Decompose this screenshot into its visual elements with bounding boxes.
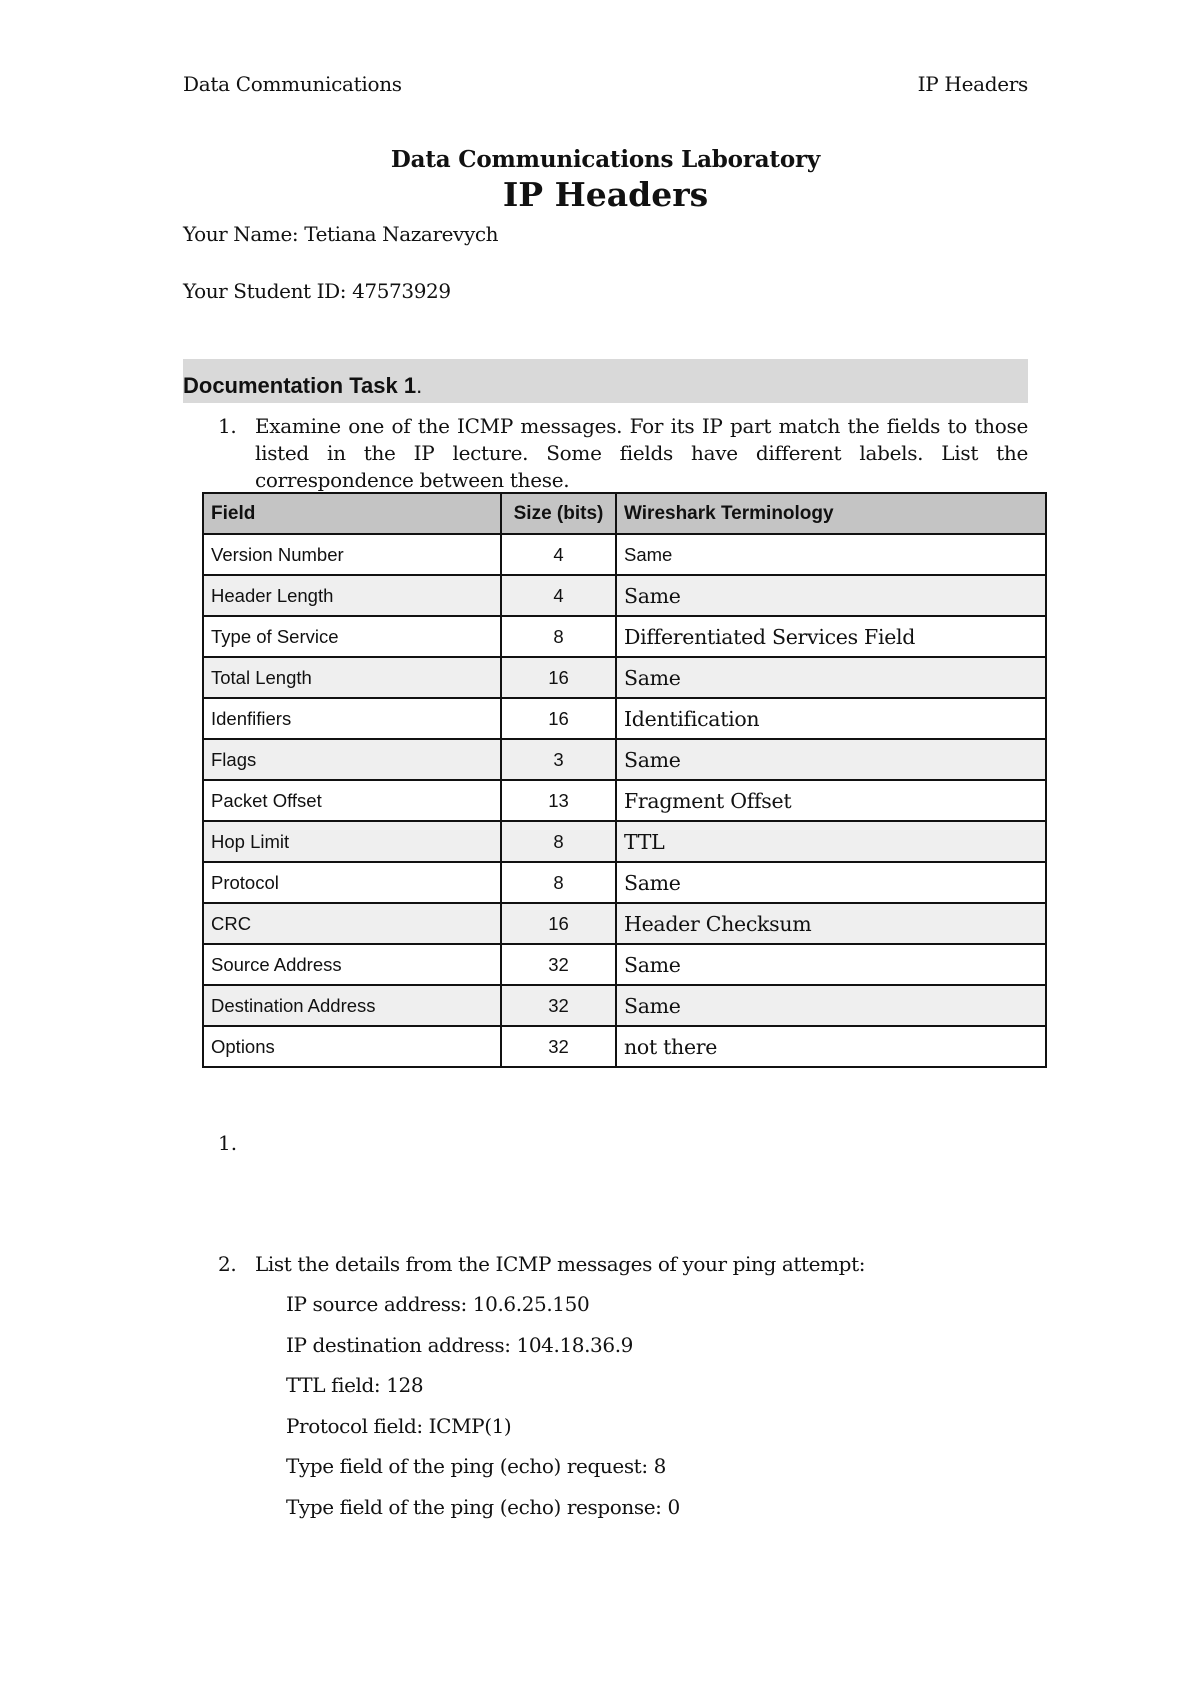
column-header-size: Size (bits) <box>501 493 616 534</box>
student-id: Your Student ID: 47573929 <box>183 279 451 303</box>
task-heading <box>183 359 1028 403</box>
field-cell: Hop Limit <box>203 821 501 862</box>
size-cell: 16 <box>501 903 616 944</box>
table-row <box>203 1026 1046 1067</box>
table-row <box>203 821 1046 862</box>
size-cell: 16 <box>501 657 616 698</box>
question-1-number: 1. <box>218 414 237 438</box>
size-cell: 4 <box>501 534 616 575</box>
table-row <box>203 780 1046 821</box>
question-2 <box>218 1252 865 1276</box>
field-cell: Total Length <box>203 657 501 698</box>
task-suffix: . <box>416 373 423 398</box>
size-cell: 32 <box>501 985 616 1026</box>
size-cell: 3 <box>501 739 616 780</box>
terminology-cell: Header Checksum <box>616 903 1046 944</box>
student-name: Your Name: Tetiana Nazarevych <box>183 222 499 246</box>
size-cell: 4 <box>501 575 616 616</box>
terminology-cell: Same <box>616 534 1046 575</box>
table-row <box>203 575 1046 616</box>
task-label: Documentation Task 1 <box>183 373 417 398</box>
terminology-cell: Same <box>616 985 1046 1026</box>
detail-echo-request-type: Type field of the ping (echo) request: 8 <box>286 1454 666 1478</box>
table-row <box>203 862 1046 903</box>
table-row <box>203 903 1046 944</box>
terminology-cell: Same <box>616 739 1046 780</box>
column-header-wireshark: Wireshark Terminology <box>616 493 1046 534</box>
field-cell: Protocol <box>203 862 501 903</box>
question-1 <box>218 413 1028 494</box>
column-header-field: Field <box>203 493 501 534</box>
question-1-text: Examine one of the ICMP messages. For its IP part match the fields to those listed in the IP lecture. Some fields have different labels. List the correspondence between these. <box>255 414 1028 492</box>
ping-details <box>286 1292 680 1535</box>
detail-destination-address: IP destination address: 104.18.36.9 <box>286 1332 633 1357</box>
page-title: IP Headers <box>502 175 709 214</box>
header-left: Data Communications <box>183 72 402 96</box>
terminology-cell: TTL <box>616 821 1046 862</box>
table-row <box>203 944 1046 985</box>
field-cell: Flags <box>203 739 501 780</box>
question-2-text: List the details from the ICMP messages of your ping attempt: <box>255 1252 866 1276</box>
field-cell: Packet Offset <box>203 780 501 821</box>
detail-echo-response-type: Type field of the ping (echo) response: 0 <box>286 1494 680 1519</box>
field-cell: Source Address <box>203 944 501 985</box>
terminology-cell: Fragment Offset <box>616 780 1046 821</box>
table-row <box>203 657 1046 698</box>
table-header-row <box>203 493 1046 534</box>
title-block <box>183 146 1028 214</box>
field-cell: Destination Address <box>203 985 501 1026</box>
table-row <box>203 739 1046 780</box>
terminology-cell: Differentiated Services Field <box>616 616 1046 657</box>
size-cell: 16 <box>501 698 616 739</box>
field-cell: Header Length <box>203 575 501 616</box>
size-cell: 13 <box>501 780 616 821</box>
lab-title: Data Communications Laboratory <box>390 146 821 173</box>
field-cell: Options <box>203 1026 501 1067</box>
table-row <box>203 616 1046 657</box>
size-cell: 8 <box>501 821 616 862</box>
header-right: IP Headers <box>917 72 1028 96</box>
field-cell: Type of Service <box>203 616 501 657</box>
field-cell: Idenfifiers <box>203 698 501 739</box>
field-cell: CRC <box>203 903 501 944</box>
question-2-number: 2. <box>218 1252 237 1276</box>
terminology-cell: Same <box>616 862 1046 903</box>
terminology-cell: Same <box>616 944 1046 985</box>
table-row <box>203 698 1046 739</box>
table-row <box>203 985 1046 1026</box>
empty-list-number: 1. <box>218 1131 238 1155</box>
size-cell: 32 <box>501 944 616 985</box>
detail-protocol: Protocol field: ICMP(1) <box>286 1413 512 1438</box>
detail-ttl: TTL field: 128 <box>286 1373 424 1397</box>
size-cell: 32 <box>501 1026 616 1067</box>
size-cell: 8 <box>501 616 616 657</box>
terminology-cell: not there <box>616 1026 1046 1067</box>
terminology-cell: Identification <box>616 698 1046 739</box>
ip-fields-table <box>202 492 1047 1068</box>
running-header <box>183 72 1028 96</box>
size-cell: 8 <box>501 862 616 903</box>
table-row <box>203 534 1046 575</box>
terminology-cell: Same <box>616 575 1046 616</box>
detail-source-address: IP source address: 10.6.25.150 <box>286 1292 590 1316</box>
terminology-cell: Same <box>616 657 1046 698</box>
field-cell: Version Number <box>203 534 501 575</box>
